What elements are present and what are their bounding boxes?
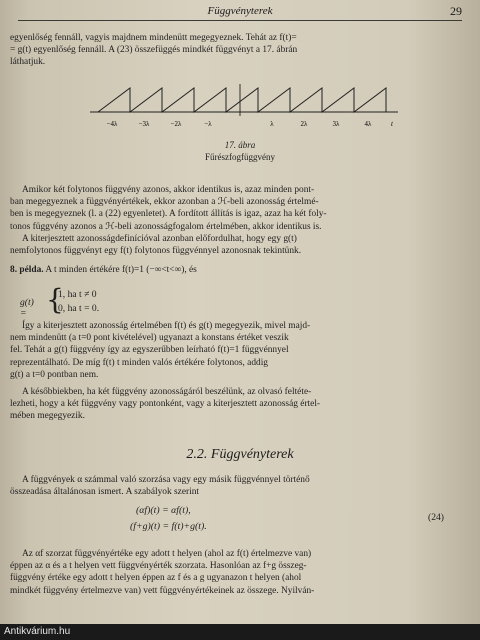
equation-lhs: g(t) = [20, 297, 34, 319]
text-line: tonos függvény azonos a ℋ-beli azonosságfogalom értelmében, akkor identikus is. [10, 221, 322, 232]
figure-number: 17. ábra [224, 140, 256, 150]
text-line: összeadása általánosan ismert. A szabályok szerint [10, 487, 199, 498]
paragraph-product-sum [10, 548, 464, 597]
text-line: A kiterjesztett azonosságdefinícióval azonban előfordulhat, hogy egy g(t) [22, 233, 297, 244]
paragraph-example-explanation [10, 320, 464, 381]
page-number: 29 [450, 4, 462, 18]
text-line: Amikor két folytonos függvény azonos, akkor identikus is, azaz minden pont- [22, 185, 315, 195]
section-heading: 2.2. Függvényterek [186, 447, 294, 462]
text-line: fel. Tehát a g(t) függvény így az egyszerűbben leírható f(t)=1 függvénnyel [10, 345, 289, 356]
tick-label: 3λ [332, 120, 340, 128]
tick-labels [107, 120, 394, 128]
text-line: nemfolytonos függvényt egy f(t) folytonos függvénnyel azonosnak tekintünk. [10, 246, 302, 257]
equation-number: (24) [428, 512, 444, 523]
text-line: láthatjuk. [10, 57, 46, 68]
axis-label-t: t [391, 120, 393, 128]
text-line: A függvények α számmal való szorzása vagy egy másik függvénnyel történő [22, 475, 310, 485]
watermark-text: Antikvárium.hu [4, 626, 71, 637]
text-line: Így a kiterjesztett azonosság értelmében f(t) és g(t) megegyezik, mivel majd- [22, 321, 311, 331]
text-line: ben is megegyeznek (l. a (22) egyenletet). A fordított állítás is igaz, azaz ha két foly- [10, 209, 327, 220]
equation-line: (f+g)(t) = f(t)+g(t). [130, 521, 207, 532]
text-line: g(t) a t=0 pontban nem. [10, 369, 99, 380]
equation-case-2: 0, ha t = 0. [58, 303, 100, 314]
tick-label: 2λ [300, 120, 308, 128]
text-line: függvény értéke egy adott t helyen éppen az f és a g ugyanazon t helyen (ahol [10, 573, 302, 584]
tick-label: λ [270, 120, 274, 128]
figure-caption: Fűrészfogfüggvény [205, 152, 275, 162]
tick-label: −2λ [170, 120, 182, 128]
paragraph-operations [10, 474, 464, 498]
paragraph-later [10, 386, 464, 423]
text-line: lezheti, hogy a két függvény vagy pontonként, vagy a kiterjesztett azonosság értel- [10, 399, 321, 410]
text-line: reprezentálható. De míg f(t) t minden valós értékére folytonos, addig [10, 357, 268, 368]
tick-label: −4λ [106, 120, 118, 128]
paragraph-identity [10, 184, 464, 257]
text-line: mindkét függvény értelmezve van) vett függvényértékeinek az összege. Nyilván- [10, 585, 315, 596]
example-text: A t minden értékére f(t)=1 (−∞<t<∞), és [43, 265, 197, 275]
example-label: 8. példa. [10, 265, 44, 275]
tick-label: −3λ [138, 120, 150, 128]
tick-label: −λ [204, 120, 212, 128]
text-line: A későbbiekben, ha két függvény azonosságáról beszélünk, az olvasó feltéte- [22, 387, 312, 397]
paragraph-intro [10, 32, 464, 69]
text-line: Az αf szorzat függvényértéke egy adott t helyen (ahol az f(t) értelmezve van) [22, 549, 312, 559]
equation-case-1: 1, ha t ≠ 0 [58, 289, 97, 300]
tick-label: 4λ [364, 120, 372, 128]
equation-line: (αf)(t) = αf(t), [136, 505, 191, 516]
text-line: ban megegyeznek a függvényértékek, ekkor azonban a ℋ-beli azonosság értelmé- [10, 197, 319, 208]
equation-24 [130, 505, 207, 537]
example-heading [10, 264, 464, 276]
text-line: nem mindenütt (a t=0 pont kivételével) ugyanazt a konstans értéket veszik [10, 333, 289, 344]
text-line: egyenlőség fennáll, vagyis majdnem mindenütt megegyeznek. Tehát az f(t)= [10, 33, 297, 43]
text-line: éppen az α és a t helyen vett függvényérték szorzata. Hasonlóan az f+g összeg- [10, 561, 307, 572]
sawtooth-curve [98, 88, 386, 112]
watermark-bar [0, 624, 480, 640]
header-title: Függvényterek [207, 5, 273, 17]
sawtooth-figure [90, 82, 410, 134]
text-line: mében megegyezik. [10, 411, 85, 422]
running-header [18, 4, 462, 21]
brace-symbol: { [46, 283, 64, 316]
text-line: = g(t) egyenlőség fennáll. A (23) összefüggés mindkét függvényt a 17. ábrán [10, 45, 298, 56]
